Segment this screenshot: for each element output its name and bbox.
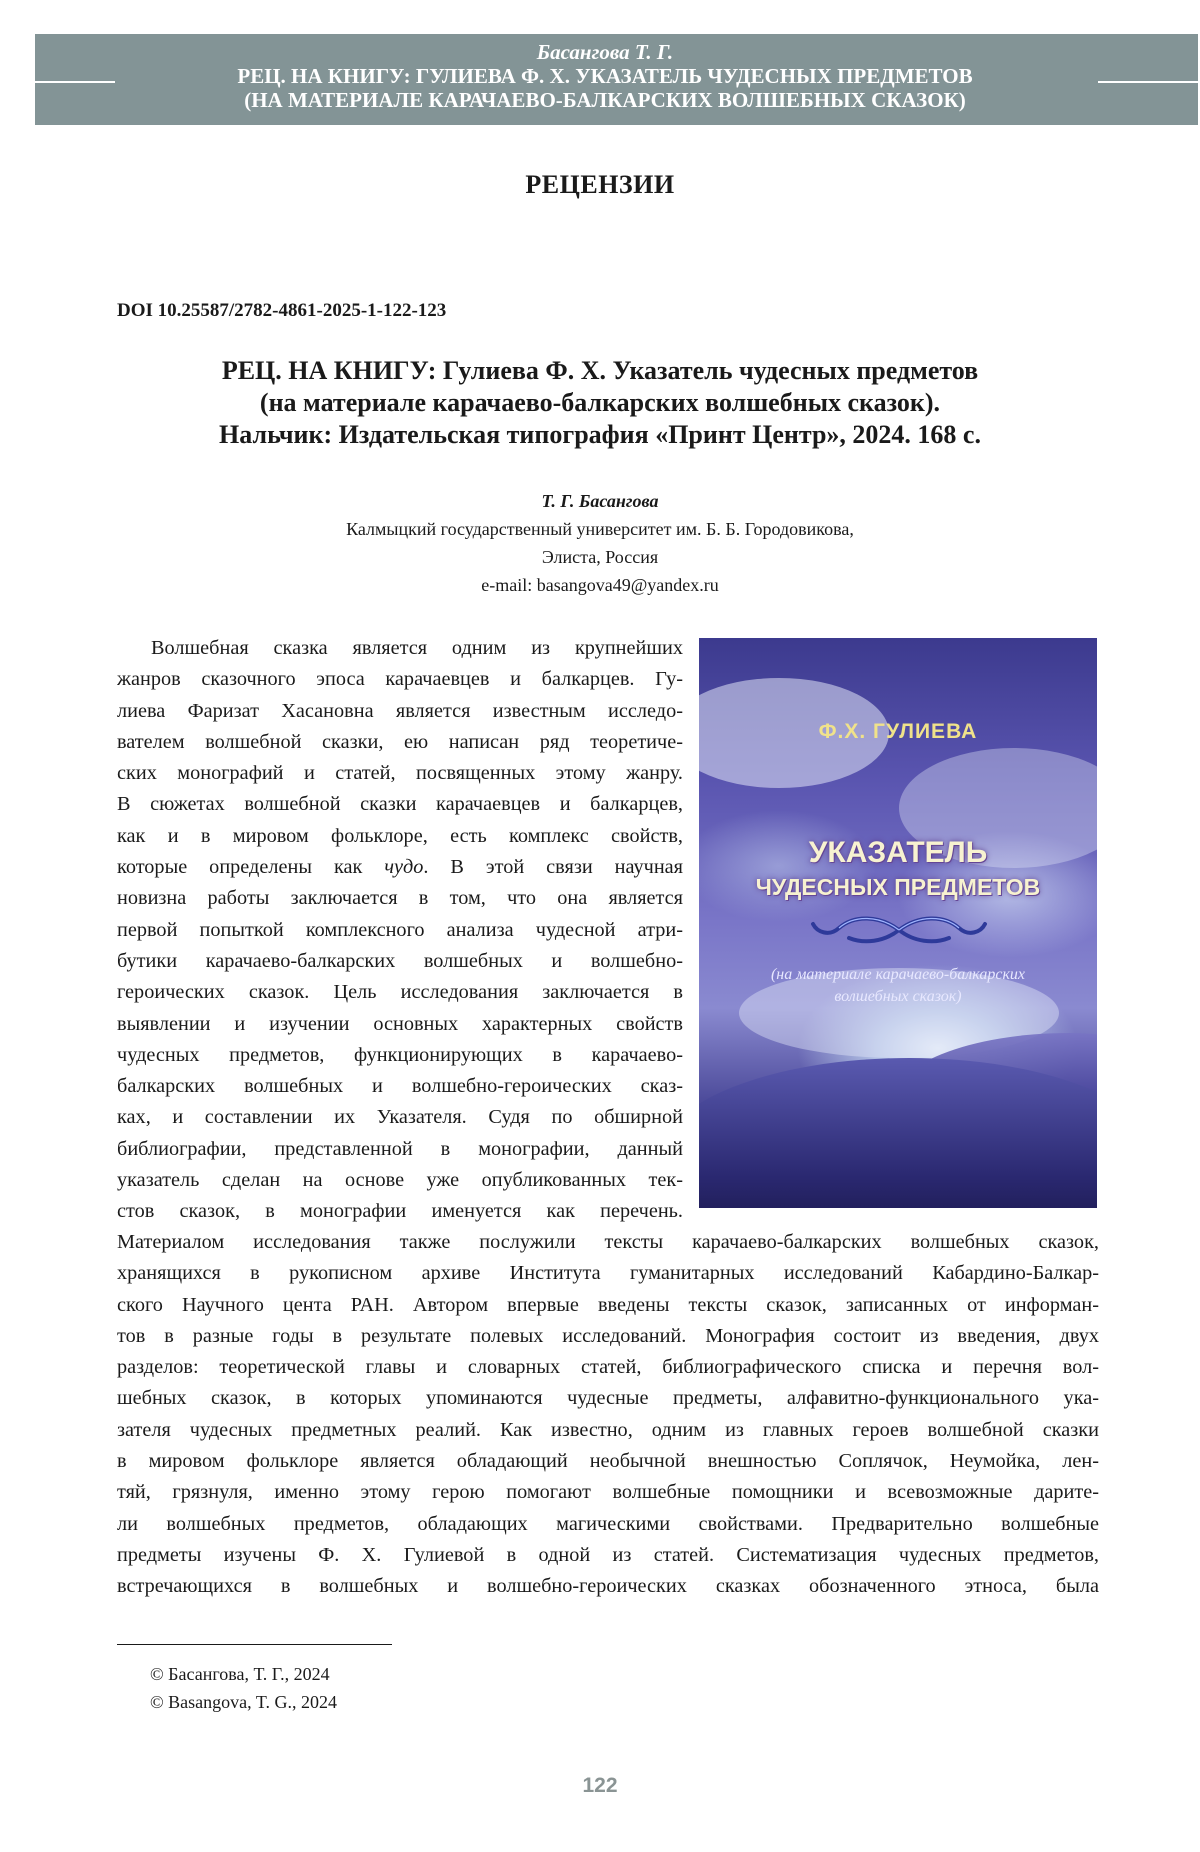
copyright-note: © Basangova, T. G., 2024 — [150, 1692, 337, 1712]
author-info — [100, 487, 1100, 599]
text-line: шебных сказок, в которых упоминаются чудесные предметы, алфавитно-функционального ука- — [117, 1387, 1099, 1410]
body-full-text — [117, 1227, 1099, 1603]
text-line: балкарских волшебных и волшебно-героических сказ- — [117, 1075, 683, 1098]
author-email[interactable]: e-mail: basangova49@yandex.ru — [481, 575, 719, 595]
page-number: 122 — [582, 1774, 618, 1797]
running-header-text — [120, 40, 1090, 112]
footnotes — [150, 1660, 337, 1716]
cover-ornament — [809, 910, 989, 950]
cover-subtitle: волшебных сказок) — [834, 988, 962, 1005]
body-column-text — [117, 633, 683, 1228]
book-cover-image — [699, 638, 1097, 1208]
doi: DOI 10.25587/2782-4861-2025-1-122-123 — [117, 300, 447, 321]
text-line: разделов: теоретической главы и словарных статей, библиографического списка и перечня вол- — [117, 1356, 1099, 1379]
text-line: тов в разные годы в результате полевых исследований. Монография состоит из введения, двух — [117, 1324, 1099, 1347]
text-line: Материалом исследования также послужили тексты карачаево-балкарских волшебных сказок, — [117, 1231, 1099, 1253]
article-title-line: РЕЦ. НА КНИГУ: Гулиева Ф. Х. Указатель чудесных предметов — [221, 356, 979, 385]
text-line: как и в мировом фольклоре, есть комплекс свойств, — [117, 824, 683, 847]
text-line: лиева Фаризат Хасановна является известным исследо- — [117, 699, 683, 722]
text-line: стов сказок, в монографии именуется как перечень. — [117, 1200, 683, 1223]
text-line: ского Научного цента РАН. Автором впервые введены тексты сказок, записанных от информан- — [117, 1293, 1099, 1316]
cover-subtitle: (на материале карачаево-балкарских — [770, 966, 1026, 983]
header-title-line: (НА МАТЕРИАЛЕ КАРАЧАЕВО-БАЛКАРСКИХ ВОЛШЕБНЫХ СКАЗОК) — [244, 88, 966, 112]
text-line: героических сказок. Цель исследования заключается в — [117, 981, 683, 1004]
header-rule-left — [35, 81, 115, 83]
text-line: встречающихся в волшебных и волшебно-героических сказках обозначенного этноса, была — [117, 1575, 1099, 1598]
text-line: первой попыткой комплексного анализа чудесной атри- — [117, 918, 683, 941]
cover-title: ЧУДЕСНЫХ ПРЕДМЕТОВ — [755, 874, 1041, 900]
text-line: Волшебная сказка является одним из крупнейших — [151, 637, 683, 659]
text-line: в мировом фольклоре является обладающий необычной внешностью Соплячок, Неумойка, лен- — [117, 1450, 1099, 1473]
header-rule-right — [1098, 81, 1198, 83]
text-line: В сюжетах волшебной сказки карачаевцев и балкарцев, — [117, 793, 683, 816]
text-line: хранящихся в рукописном архиве Института гуманитарных исследований Кабардино-Балкар- — [117, 1262, 1099, 1285]
footnote-rule — [117, 1644, 392, 1645]
text-line: предметы изучены Ф. Х. Гулиевой в одной из статей. Систематизация чудесных предметов, — [117, 1543, 1099, 1566]
text-line: жанров сказочного эпоса карачаевцев и балкарцев. Гу- — [117, 668, 683, 691]
header-author: Басангова Т. Г. — [536, 40, 674, 64]
text-line: чудесных предметов, функционирующих в карачаево- — [117, 1043, 683, 1066]
copyright-note: © Басангова, Т. Г., 2024 — [150, 1664, 330, 1684]
header-title-line: РЕЦ. НА КНИГУ: ГУЛИЕВА Ф. Х. УКАЗАТЕЛЬ ЧУДЕСНЫХ ПРЕДМЕТОВ — [237, 64, 973, 88]
text-line: выявлении и изучении основных характерных свойств — [117, 1012, 683, 1035]
text-line: ских монографий и статей, посвященных этому жанру. — [117, 762, 683, 785]
text-line: библиографии, представленной в монографии, данный — [117, 1137, 683, 1160]
section-title: РЕЦЕНЗИИ — [525, 170, 675, 199]
text-line: тяй, грязнуля, именно этому герою помогают волшебные помощники и всевозможные дарите- — [117, 1481, 1099, 1504]
cover-mountain — [699, 1058, 1097, 1208]
author-name: Т. Г. Басангова — [541, 491, 659, 511]
text-line: ках, и составлении их Указателя. Судя по обширной — [117, 1106, 683, 1129]
cover-title: УКАЗАТЕЛЬ — [808, 836, 988, 869]
text-line: которые определены как чудо. В этой связи научная — [117, 856, 683, 879]
cover-author: Ф.Х. ГУЛИЕВА — [818, 720, 978, 743]
article-title — [100, 355, 1100, 451]
article-title-line: (на материале карачаево-балкарских волшебных сказок). — [259, 388, 941, 417]
article-title-line: Нальчик: Издательская типография «Принт Центр», 2024. 168 с. — [219, 420, 981, 449]
text-line: новизна работы заключается в том, что она является — [117, 887, 683, 910]
author-city: Элиста, Россия — [541, 547, 659, 567]
text-line: вателем волшебной сказки, ею написан ряд теоретиче- — [117, 730, 683, 753]
text-line: указатель сделан на основе уже опубликованных тек- — [117, 1169, 683, 1192]
text-line: зателя чудесных предметных реалий. Как известно, одним из главных героев волшебной сказки — [117, 1418, 1099, 1441]
text-line: ли волшебных предметов, обладающих магическими свойствами. Предварительно волшебные — [117, 1512, 1099, 1535]
text-line: бутики карачаево-балкарских волшебных и волшебно- — [117, 949, 683, 972]
author-affiliation: Калмыцкий государственный университет им. Б. Б. Городовикова, — [346, 519, 854, 539]
